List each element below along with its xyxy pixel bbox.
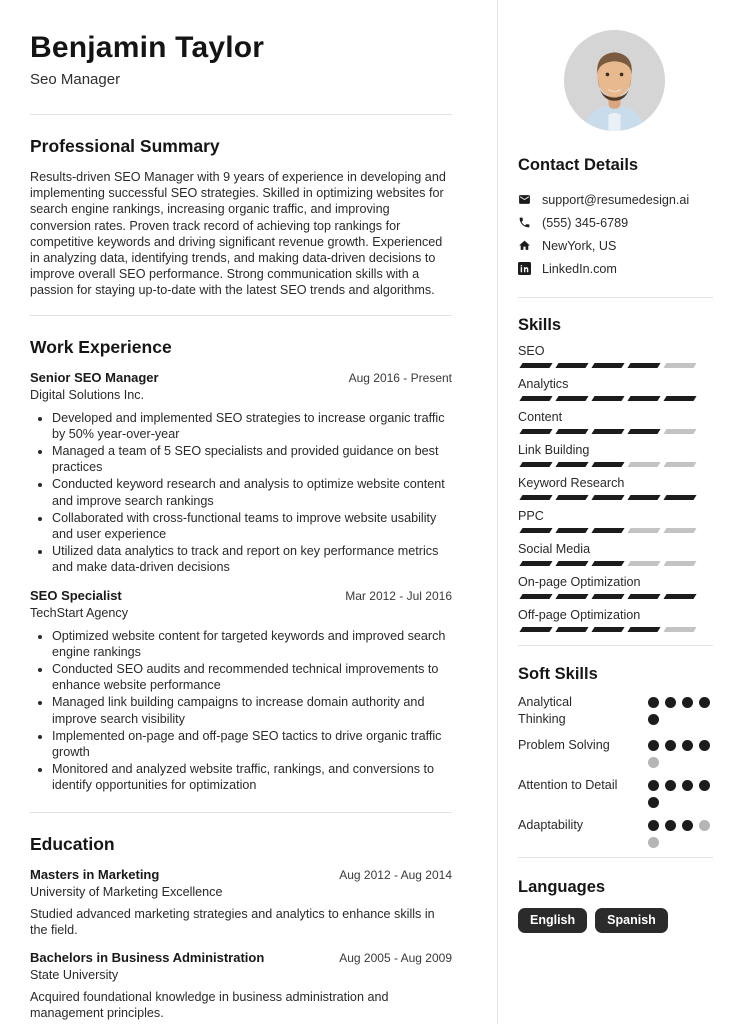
summary-text: Results-driven SEO Manager with 9 years of experience in developing and implementing successful SEO strategies. Skilled in optimizing websites for search engine rankings, increasing organic traffic, and improving conversion rates. Proven track record of achieving top rankings for competitive keywords and driving significant revenue growth. Experienced in analyzing data, identifying trends, and making data-driven decisions to improve overall SEO performance. Strong communication skills with a passion for staying up-to-date with the latest SEO trends and algorithms. bbox=[30, 170, 446, 298]
contact-text: LinkedIn.com bbox=[542, 261, 617, 276]
languages-heading: Languages bbox=[518, 878, 606, 896]
job-header bbox=[30, 370, 452, 385]
linkedin-icon bbox=[518, 262, 531, 275]
avatar bbox=[564, 30, 665, 131]
skill-item bbox=[518, 344, 712, 368]
skill-level-bar bbox=[518, 561, 712, 566]
degree-title: Masters in Marketing bbox=[30, 866, 160, 882]
skill-level-bar bbox=[518, 594, 712, 599]
skill-segment bbox=[591, 627, 624, 632]
soft-skill-name: Analytical Thinking bbox=[518, 695, 572, 726]
skill-segment bbox=[663, 528, 696, 533]
skill-item bbox=[518, 608, 712, 632]
skill-name: On-page Optimization bbox=[518, 575, 641, 589]
skill-level-bar bbox=[518, 396, 712, 401]
skill-segment bbox=[591, 363, 624, 368]
education-description: Acquired foundational knowledge in business administration and management principles. bbox=[30, 990, 389, 1021]
job-bullet: • Collaborated with cross-functional teams to improve website usability and user experience bbox=[52, 510, 452, 542]
soft-skill-dots bbox=[648, 694, 712, 728]
skill-level-bar bbox=[518, 495, 712, 500]
person-job-title: Seo Manager bbox=[30, 71, 121, 88]
skill-segment bbox=[555, 396, 588, 401]
job-company: TechStart Agency bbox=[30, 605, 129, 620]
contact-item[interactable] bbox=[518, 188, 712, 211]
skill-segment bbox=[519, 429, 552, 434]
skill-segment bbox=[627, 462, 660, 467]
soft-skill-dot bbox=[665, 820, 676, 831]
job-bullet: • Monitored and analyzed website traffic, rankings, and conversions to identify opportunities for optimization bbox=[52, 761, 452, 793]
soft-skill-dot bbox=[648, 740, 659, 751]
language-badge: English bbox=[518, 908, 587, 933]
job-bullets bbox=[52, 410, 452, 576]
skill-segment bbox=[519, 528, 552, 533]
skill-level-bar bbox=[518, 429, 712, 434]
person-name: Benjamin Taylor bbox=[30, 31, 265, 64]
education-header bbox=[30, 950, 452, 965]
skill-item bbox=[518, 443, 712, 467]
job-bullet: • Developed and implemented SEO strategies to increase organic traffic by 50% year-over-year bbox=[52, 410, 452, 442]
soft-skill-name: Attention to Detail bbox=[518, 778, 618, 792]
job-title: SEO Specialist bbox=[30, 587, 122, 603]
skill-segment bbox=[663, 462, 696, 467]
skill-level-bar bbox=[518, 462, 712, 467]
soft-skill-dot bbox=[665, 740, 676, 751]
skill-segment bbox=[519, 561, 552, 566]
skill-segment bbox=[627, 594, 660, 599]
soft-skill-dot bbox=[699, 740, 710, 751]
skill-name: Analytics bbox=[518, 377, 569, 391]
sidebar-divider bbox=[518, 297, 713, 298]
job-bullet: • Managed link building campaigns to increase domain authority and improve search visibility bbox=[52, 694, 452, 726]
skill-segment bbox=[519, 396, 552, 401]
avatar-photo-icon bbox=[564, 30, 665, 131]
skill-segment bbox=[663, 429, 696, 434]
skill-item bbox=[518, 410, 712, 434]
education-description: Studied advanced marketing strategies and analytics to enhance skills in the field. bbox=[30, 906, 435, 937]
skill-segment bbox=[627, 495, 660, 500]
skill-segment bbox=[519, 495, 552, 500]
skill-segment bbox=[519, 363, 552, 368]
section-divider bbox=[30, 315, 452, 316]
job-bullet: • Optimized website content for targeted keywords and improved search engine rankings bbox=[52, 628, 452, 660]
soft-skill-dots bbox=[648, 737, 712, 768]
job-bullet: • Managed a team of 5 SEO specialists and provided guidance on best practices bbox=[52, 443, 452, 475]
contact-text: support@resumedesign.ai bbox=[542, 192, 690, 207]
job-bullet: • Utilized data analytics to track and report on key performance metrics and make data-driven decisions bbox=[52, 543, 452, 575]
skill-segment bbox=[555, 627, 588, 632]
skills-list bbox=[518, 344, 712, 632]
soft-skill-dot bbox=[648, 714, 659, 725]
skill-segment bbox=[663, 627, 696, 632]
job-company: Digital Solutions Inc. bbox=[30, 387, 145, 402]
skill-segment bbox=[591, 594, 624, 599]
skills-heading: Skills bbox=[518, 316, 562, 334]
education-header bbox=[30, 867, 452, 882]
skill-segment bbox=[555, 561, 588, 566]
experience-heading: Work Experience bbox=[30, 336, 172, 357]
soft-skill-dot bbox=[699, 780, 710, 791]
skill-segment bbox=[555, 429, 588, 434]
contact-item bbox=[518, 234, 712, 257]
soft-skill-dot bbox=[682, 740, 693, 751]
skill-segment bbox=[555, 363, 588, 368]
soft-skill-item bbox=[518, 777, 712, 808]
soft-skill-dot bbox=[665, 697, 676, 708]
job-entry bbox=[30, 370, 452, 576]
contact-heading: Contact Details bbox=[518, 156, 639, 174]
job-bullet: • Conducted SEO audits and recommended technical improvements to enhance website performance bbox=[52, 661, 452, 693]
skill-segment bbox=[591, 462, 624, 467]
skill-item bbox=[518, 476, 712, 500]
soft-skills-heading: Soft Skills bbox=[518, 665, 598, 683]
school-name: State University bbox=[30, 968, 119, 983]
skill-name: PPC bbox=[518, 509, 544, 523]
skill-segment bbox=[627, 627, 660, 632]
skill-segment bbox=[663, 561, 696, 566]
contact-item[interactable] bbox=[518, 211, 712, 234]
soft-skill-dot bbox=[648, 837, 659, 848]
skill-level-bar bbox=[518, 528, 712, 533]
header-divider bbox=[30, 114, 452, 115]
education-entry bbox=[30, 950, 452, 1021]
soft-skill-dots bbox=[648, 777, 712, 808]
skill-segment bbox=[591, 528, 624, 533]
skill-segment bbox=[555, 462, 588, 467]
job-bullet: • Conducted keyword research and analysis to optimize website content and improve search rankings bbox=[52, 476, 452, 508]
job-bullet: • Implemented on-page and off-page SEO tactics to drive organic traffic growth bbox=[52, 728, 452, 760]
home-icon bbox=[518, 239, 531, 252]
skill-item bbox=[518, 377, 712, 401]
education-entry bbox=[30, 867, 452, 938]
soft-skill-dots bbox=[648, 817, 712, 848]
soft-skill-dot bbox=[648, 757, 659, 768]
skill-name: Content bbox=[518, 410, 563, 424]
soft-skill-dot bbox=[699, 697, 710, 708]
skill-level-bar bbox=[518, 627, 712, 632]
contact-list bbox=[518, 188, 712, 280]
soft-skills-list bbox=[518, 694, 712, 848]
skill-segment bbox=[519, 462, 552, 467]
education-list bbox=[30, 867, 452, 1022]
sidebar-divider bbox=[518, 645, 713, 646]
education-heading: Education bbox=[30, 833, 115, 854]
soft-skill-dot bbox=[699, 820, 710, 831]
skill-name: Social Media bbox=[518, 542, 591, 556]
soft-skill-name: Adaptability bbox=[518, 818, 584, 832]
job-bullets bbox=[52, 628, 452, 794]
skill-segment bbox=[627, 528, 660, 533]
skill-segment bbox=[627, 363, 660, 368]
skill-item bbox=[518, 542, 712, 566]
skill-item bbox=[518, 509, 712, 533]
skill-segment bbox=[555, 495, 588, 500]
skill-segment bbox=[591, 495, 624, 500]
skill-segment bbox=[627, 429, 660, 434]
job-title: Senior SEO Manager bbox=[30, 369, 159, 385]
soft-skill-dot bbox=[648, 797, 659, 808]
languages-list bbox=[518, 908, 712, 933]
school-name: University of Marketing Excellence bbox=[30, 884, 223, 899]
skill-name: Keyword Research bbox=[518, 476, 625, 490]
email-icon bbox=[518, 193, 531, 206]
language-badge: Spanish bbox=[595, 908, 668, 933]
skill-item bbox=[518, 575, 712, 599]
phone-icon bbox=[518, 216, 531, 229]
soft-skill-dot bbox=[648, 780, 659, 791]
soft-skill-dot bbox=[682, 697, 693, 708]
section-divider bbox=[30, 812, 452, 813]
skill-segment bbox=[591, 561, 624, 566]
soft-skill-name: Problem Solving bbox=[518, 738, 610, 752]
sidebar-divider bbox=[518, 857, 713, 858]
soft-skill-dot bbox=[682, 820, 693, 831]
skill-name: Off-page Optimization bbox=[518, 608, 641, 622]
sidebar bbox=[497, 0, 730, 1024]
soft-skill-item bbox=[518, 694, 712, 728]
skill-segment bbox=[555, 594, 588, 599]
education-dates: Aug 2012 - Aug 2014 bbox=[339, 867, 452, 882]
contact-text: (555) 345-6789 bbox=[542, 215, 629, 230]
skill-segment bbox=[663, 363, 696, 368]
skill-segment bbox=[663, 495, 696, 500]
skill-level-bar bbox=[518, 363, 712, 368]
job-dates: Mar 2012 - Jul 2016 bbox=[345, 588, 452, 603]
contact-item[interactable] bbox=[518, 257, 712, 280]
skill-name: SEO bbox=[518, 344, 545, 358]
skill-segment bbox=[591, 396, 624, 401]
soft-skill-dot bbox=[665, 780, 676, 791]
skill-segment bbox=[591, 429, 624, 434]
skill-segment bbox=[627, 396, 660, 401]
job-entry bbox=[30, 588, 452, 794]
skill-segment bbox=[519, 627, 552, 632]
soft-skill-dot bbox=[648, 820, 659, 831]
skill-segment bbox=[663, 594, 696, 599]
soft-skill-dot bbox=[648, 697, 659, 708]
skill-segment bbox=[663, 396, 696, 401]
education-dates: Aug 2005 - Aug 2009 bbox=[339, 951, 452, 966]
soft-skill-item bbox=[518, 737, 712, 768]
job-dates: Aug 2016 - Present bbox=[348, 370, 452, 385]
skill-segment bbox=[519, 594, 552, 599]
job-header bbox=[30, 588, 452, 603]
jobs-list bbox=[30, 370, 452, 794]
main-column bbox=[30, 0, 452, 1022]
skill-segment bbox=[627, 561, 660, 566]
soft-skill-dot bbox=[682, 780, 693, 791]
contact-text: NewYork, US bbox=[542, 238, 617, 253]
degree-title: Bachelors in Business Administration bbox=[30, 950, 265, 966]
skill-segment bbox=[555, 528, 588, 533]
skill-name: Link Building bbox=[518, 443, 590, 457]
soft-skill-item bbox=[518, 817, 712, 848]
summary-heading: Professional Summary bbox=[30, 136, 220, 156]
